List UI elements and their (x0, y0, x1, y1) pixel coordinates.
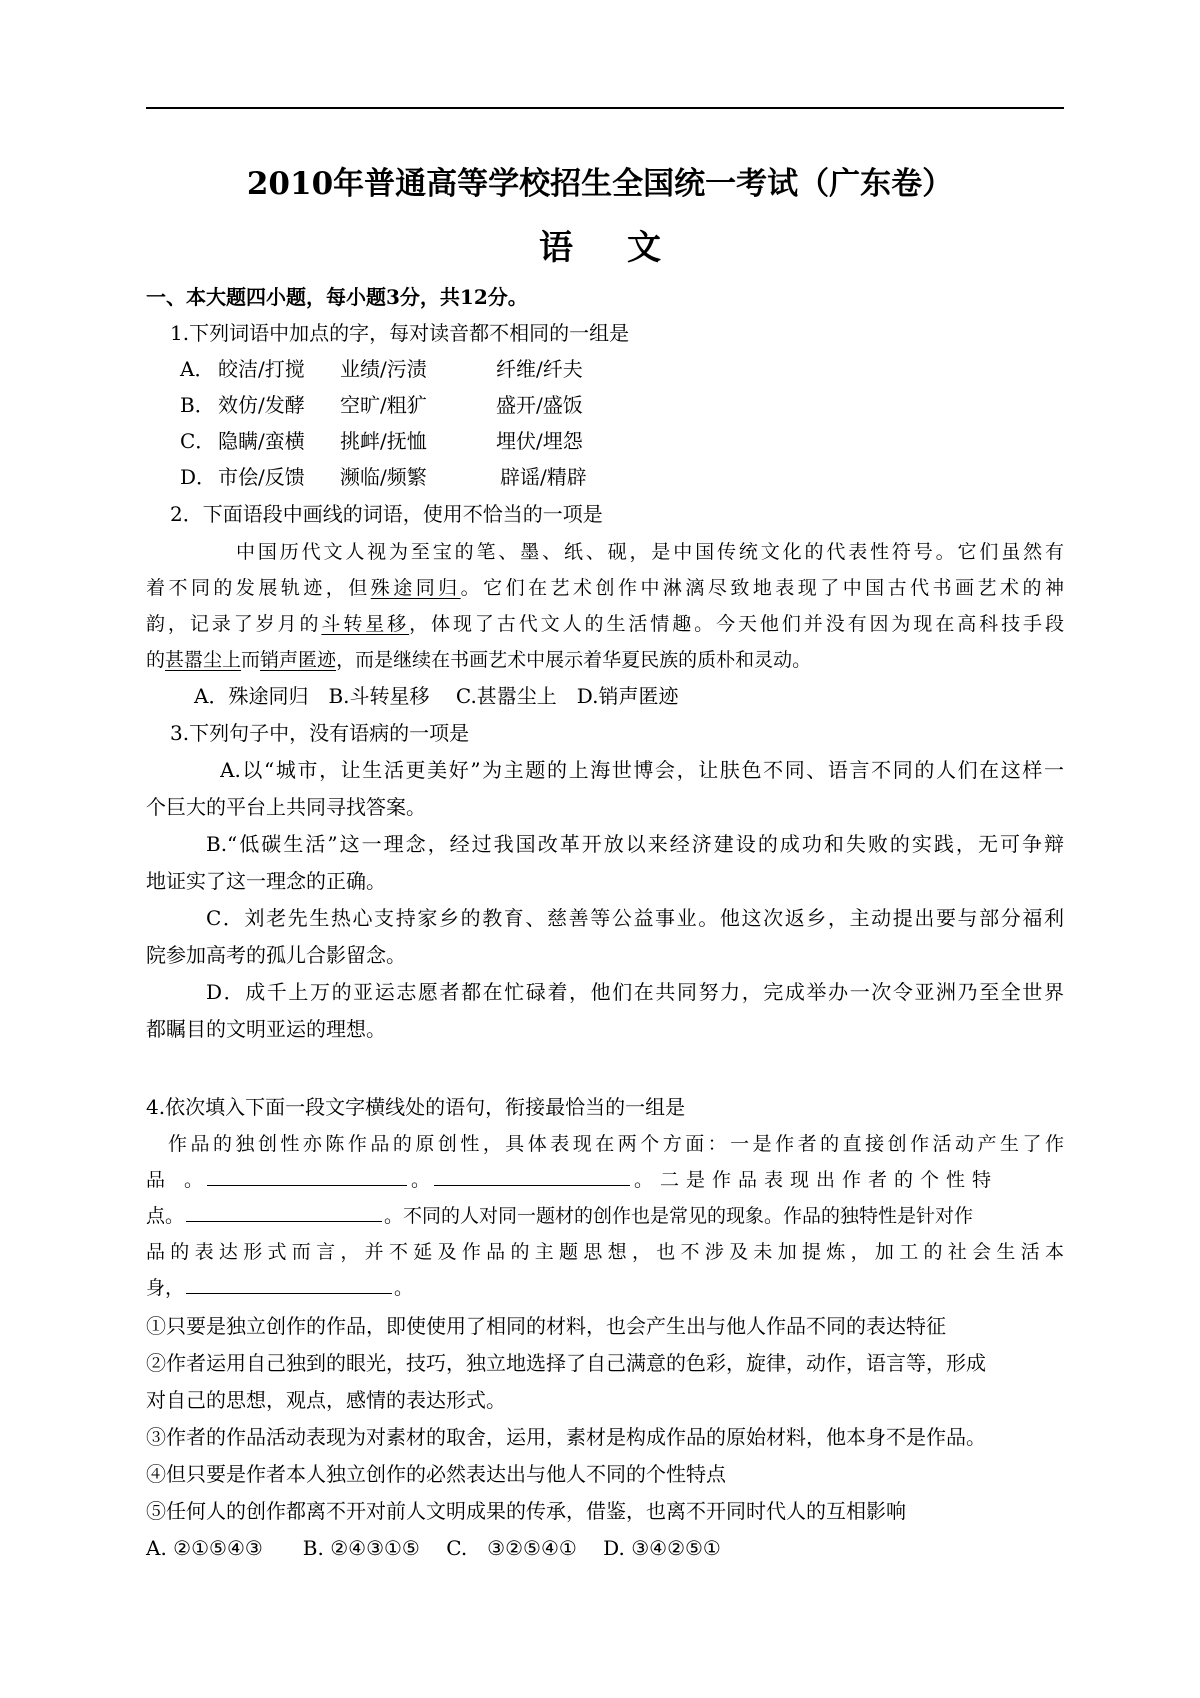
option-label: B． (180, 393, 215, 417)
q1-stem: 1.下列词语中加点的字，每对读音都不相同的一组是 (170, 321, 630, 345)
q4-passage-line: 身， 。 (146, 1277, 414, 1299)
q3-option-b-cont: 地证实了这一理念的正确。 (146, 869, 386, 893)
q4-item: ③作者的作品活动表现为对素材的取舍，运用，素材是构成作品的原始材料，他本身不是作品。 (146, 1425, 986, 1449)
subject-title: 语文 (539, 228, 715, 268)
underlined-phrase: 甚嚣尘上 (165, 649, 242, 671)
q3-option-c-cont: 院参加高考的孤儿合影留念。 (146, 943, 406, 967)
q4-passage-line: 品的表达形式而言，并不延及作品的主题思想，也不涉及未加提炼，加工的社会生活本 (146, 1241, 1064, 1263)
q4-passage-line: 点。 。不同的人对同一题材的创作也是常见的现象。作品的独特性是针对作 (146, 1205, 974, 1227)
answer-blank[interactable] (186, 1275, 392, 1294)
q2-passage-line: 着不同的发展轨迹，但殊途同归。它们在艺术创作中淋漓尽致地表现了中国古代书画艺术的神 (146, 577, 1064, 599)
word-pair: 效仿/发酵 (218, 393, 305, 417)
q4-item: ④但只要是作者本人独立创作的必然表达出与他人不同的个性特点 (146, 1462, 726, 1486)
word-pair: 皎洁/打搅 (218, 357, 305, 381)
word-pair: 业绩/污渍 (340, 357, 427, 381)
q4-item: ②作者运用自己独到的眼光，技巧，独立地选择了自己满意的色彩，旋律，动作，语言等，形成 (146, 1351, 986, 1375)
q3-option-a-cont: 个巨大的平台上共同寻找答案。 (146, 795, 426, 819)
q4-stem: 4.依次填入下面一段文字横线处的语句，衔接最恰当的一组是 (146, 1095, 686, 1119)
option-label: C． (180, 429, 216, 453)
exam-title: 2010年普通高等学校招生全国统一考试（广东卷） (246, 166, 954, 202)
option-label: D． (180, 465, 217, 489)
word-pair: 埋伏/埋怨 (496, 429, 583, 453)
q4-item: ①只要是独立创作的作品，即使使用了相同的材料，也会产生出与他人作品不同的表达特征 (146, 1314, 946, 1338)
q4-item-cont: 对自己的思想，观点，感情的表达形式。 (146, 1388, 506, 1412)
q2-passage-line: 韵，记录了岁月的斗转星移，体现了古代文人的生活情趣。今天他们并没有因为现在高科技手段 (146, 613, 1064, 635)
answer-blank[interactable] (434, 1167, 630, 1186)
word-pair: 盛开/盛饭 (496, 393, 583, 417)
section-heading: 一、本大题四小题，每小题3分，共12分。 (146, 285, 528, 309)
q3-option-a: A.以“城市，让生活更美好”为主题的上海世博会，让肤色不同、语言不同的人们在这样一 (220, 758, 1064, 782)
q2-passage-line: 中国历代文人视为至宝的笔、墨、纸、砚，是中国传统文化的代表性符号。它们虽然有 (236, 541, 1064, 563)
underlined-phrase: 销声匿迹 (260, 649, 337, 671)
q3-option-b: B.“低碳生活”这一理念，经过我国改革开放以来经济建设的成功和失败的实践，无可争辩 (206, 832, 1064, 856)
q4-item: ⑤任何人的创作都离不开对前人文明成果的传承，借鉴，也离不开同时代人的互相影响 (146, 1499, 906, 1523)
q3-option-d-cont: 都瞩目的文明亚运的理想。 (146, 1017, 386, 1041)
word-pair: 挑衅/抚恤 (340, 429, 427, 453)
q2-stem: 2．下面语段中画线的词语，使用不恰当的一项是 (170, 502, 603, 526)
answer-blank[interactable] (207, 1167, 407, 1186)
q3-option-d: D．成千上万的亚运志愿者都在忙碌着，他们在共同努力，完成举办一次令亚洲乃至全世界 (206, 980, 1064, 1004)
underlined-phrase: 斗转星移 (321, 613, 410, 635)
answer-blank[interactable] (186, 1203, 382, 1222)
underlined-phrase: 殊途同归 (370, 577, 461, 599)
word-pair: 空旷/粗犷 (340, 393, 427, 417)
q2-options: A．殊途同归 B.斗转星移 C.甚嚣尘上 D.销声匿迹 (194, 684, 679, 708)
q4-passage-line: 作品的独创性亦陈作品的原创性，具体表现在两个方面：一是作者的直接创作活动产生了作 (168, 1133, 1064, 1155)
word-pair: 辟谣/精辟 (500, 465, 587, 489)
word-pair: 隐瞒/蛮横 (218, 429, 305, 453)
q4-passage-line: 品 。 。 。二是作品表现出作者的个性特 (146, 1169, 999, 1191)
option-label: A． (180, 357, 215, 381)
q4-options: A. ②①⑤④③ B. ②④③①⑤ C. ③②⑤④① D. ③④②⑤① (146, 1536, 721, 1560)
word-pair: 市侩/反馈 (218, 465, 305, 489)
q3-option-c: C．刘老先生热心支持家乡的教育、慈善等公益事业。他这次返乡，主动提出要与部分福利 (206, 906, 1064, 930)
q3-stem: 3.下列句子中，没有语病的一项是 (170, 721, 470, 745)
header-rule (146, 107, 1064, 109)
q2-passage-line: 的甚嚣尘上而销声匿迹，而是继续在书画艺术中展示着华夏民族的质朴和灵动。 (146, 649, 812, 671)
word-pair: 濒临/频繁 (340, 465, 427, 489)
word-pair: 纤维/纤夫 (496, 357, 583, 381)
